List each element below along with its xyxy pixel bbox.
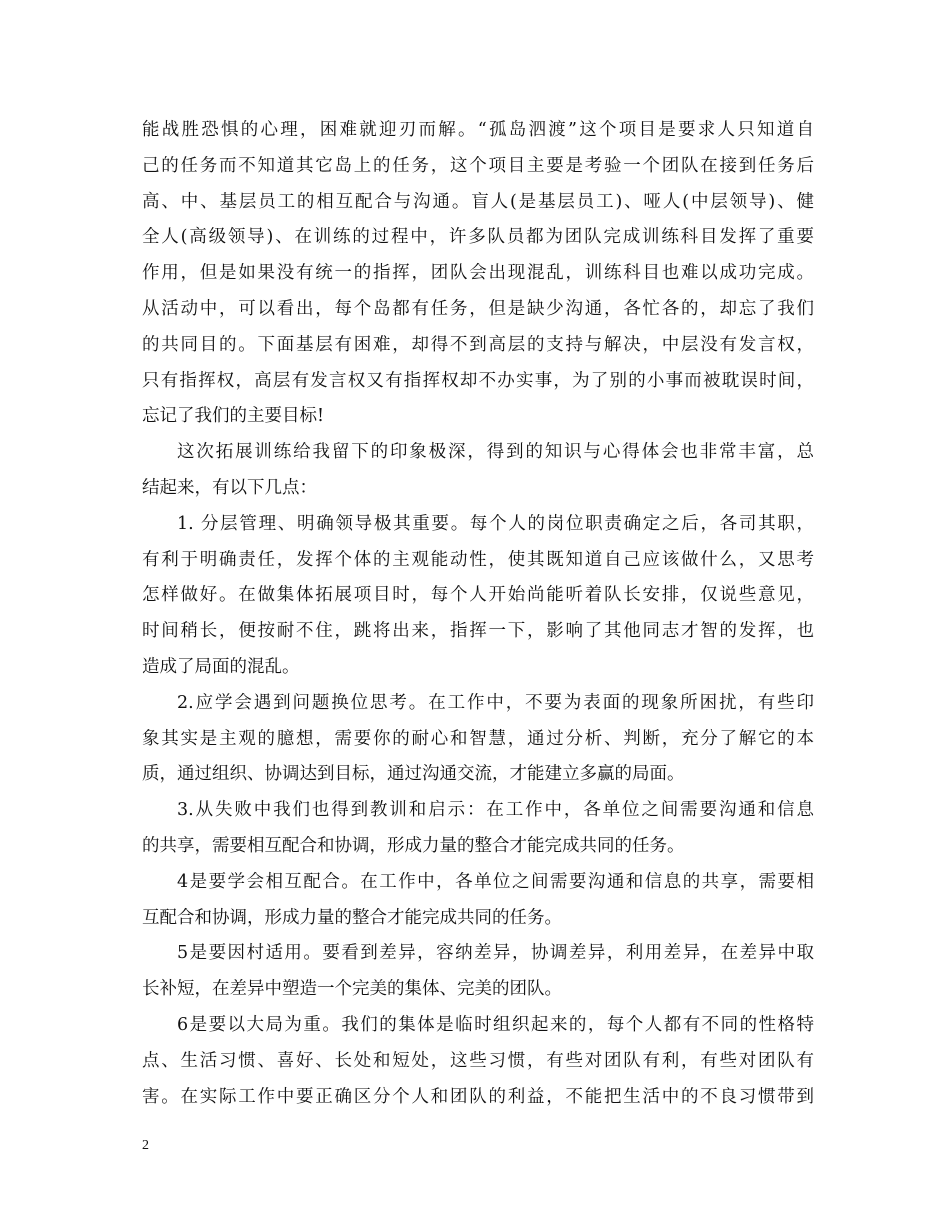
text-line: 的共享，需要相互配合和协调，形成力量的整合才能完成共同的任务。 — [142, 835, 685, 856]
text-line: 忘记了我们的主要目标! — [142, 406, 325, 427]
text-line: 高、中、基层员工的相互配合与沟通。盲人(是基层员工)、哑人(中层领导)、健 — [142, 191, 814, 212]
text-line: 怎样做好。在做集体拓展项目时，每个人开始尚能听着队长安排，仅说些意见， — [142, 585, 814, 606]
text-line: 时间稍长，便按耐不住，跳将出来，指挥一下，影响了其他同志才智的发挥，也 — [142, 621, 814, 642]
text-line: 这次拓展训练给我留下的印象极深，得到的知识与心得体会也非常丰富，总 — [177, 442, 814, 463]
text-line: 2.应学会遇到问题换位思考。在工作中，不要为表面的现象所困扰，有些印 — [177, 692, 814, 713]
text-line: 4是要学会相互配合。在工作中，各单位之间需要沟通和信息的共享，需要相 — [177, 871, 814, 892]
text-line: 3.从失败中我们也得到教训和启示：在工作中，各单位之间需要沟通和信息 — [177, 800, 814, 821]
text-line: 害。在实际工作中要正确区分个人和团队的利益，不能把生活中的不良习惯带到 — [142, 1086, 814, 1107]
text-line: 己的任务而不知道其它岛上的任务，这个项目主要是考验一个团队在接到任务后 — [142, 155, 814, 176]
text-line: 结起来，有以下几点： — [142, 477, 317, 498]
text-line: 长补短，在差异中塑造一个完美的集体、完美的团队。 — [142, 979, 562, 1000]
text-line: 6是要以大局为重。我们的集体是临时组织起来的，每个人都有不同的性格特 — [177, 1014, 814, 1035]
text-line: 只有指挥权，高层有发言权又有指挥权却不办实事，为了别的小事而被耽误时间， — [142, 370, 814, 391]
text-line: 互配合和协调，形成力量的整合才能完成共同的任务。 — [142, 907, 562, 928]
text-line: 点、生活习惯、喜好、长处和短处，这些习惯，有些对团队有利，有些对团队有 — [142, 1050, 814, 1071]
text-line: 象其实是主观的臆想，需要你的耐心和智慧，通过分析、判断，充分了解它的本 — [142, 728, 814, 749]
text-line: 作用，但是如果没有统一的指挥，团队会出现混乱，训练科目也难以成功完成。 — [142, 263, 814, 284]
document-body — [142, 113, 814, 1115]
text-line: 有利于明确责任，发挥个体的主观能动性，使其既知道自己应该做什么，又思考 — [142, 549, 814, 570]
text-line: 质，通过组织、协调达到目标，通过沟通交流，才能建立多赢的局面。 — [142, 764, 685, 785]
text-line: 能战胜恐惧的心理，困难就迎刃而解。“孤岛泗渡”这个项目是要求人只知道自 — [142, 120, 814, 140]
text-line: 全人(高级领导)、在训练的过程中，许多队员都为团队完成训练科目发挥了重要 — [142, 227, 814, 248]
page-number: 2 — [142, 1138, 149, 1153]
text-line: 的共同目的。下面基层有困难，却得不到高层的支持与解决，中层没有发言权， — [142, 334, 814, 355]
text-line: 5是要因村适用。要看到差异，容纳差异，协调差异，利用差异，在差异中取 — [177, 943, 814, 964]
text-line: 造成了局面的混乱。 — [142, 656, 300, 677]
text-line: 从活动中，可以看出，每个岛都有任务，但是缺少沟通，各忙各的，却忘了我们 — [142, 298, 814, 319]
text-line: 1. 分层管理、明确领导极其重要。每个人的岗位职责确定之后，各司其职， — [177, 513, 814, 534]
